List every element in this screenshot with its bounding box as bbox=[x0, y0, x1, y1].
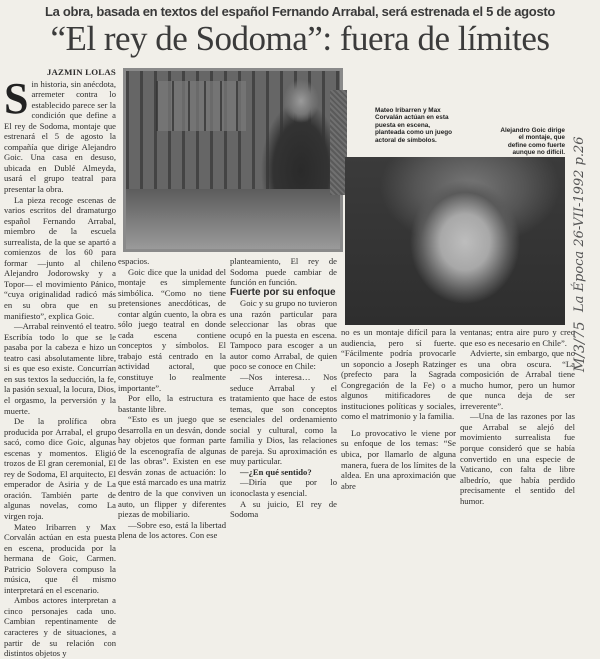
photo-caption-actors: Mateo Iribarren y Max Corvalán actúan en esta puesta en escena, planteada como un juego actoral de símbolos. bbox=[375, 107, 453, 144]
handwritten-reference-note: M/3/75 bbox=[572, 321, 588, 372]
paragraph: La pieza recoge escenas de varios escritos del dramaturgo español Fernando Arrabal, miembro de la escuela surrealista, de la que se apartó a comienzos de los 60 para formar —junto al chileno Alejandro Jodorowsky y a Topor— el movimiento Pánico, “cuya originalidad radicó más en su obra que en su manifiesto”, explica Goic. bbox=[4, 194, 116, 321]
paragraph: no es un montaje difícil para la audiencia, pero sí fuerte. “Fácilmente podría provocarle un soponcio a Joseph Ratzinger (prefecto para la Sagrada Congregación de la Fe) o a algunos mitificadores de instituciones políticas y sociales, como el matrimonio y la familia. bbox=[341, 327, 456, 422]
paragraph: Ambos actores interpretan a cinco personajes cada uno. Cambian repentinamente de caracteres y de situaciones, a partir de su relación con distintos objetos y bbox=[4, 595, 116, 659]
paragraph: in historia, sin anécdota, arremeter contra lo establecido parece ser la condición que define a El rey de Sodoma, montaje que estrenará el 5 de agosto la compañía que dirige Alejandro Goic. Una casa en desuso, ubicada en Dublé Almeyda, usará el grupo teatral para presentar la obra. bbox=[4, 78, 116, 195]
handwritten-source-note: La Época 26-VII-1992 p.26 bbox=[572, 136, 587, 312]
byline: JAZMIN LOLAS bbox=[46, 67, 116, 77]
article-column-5 bbox=[460, 327, 575, 506]
drop-cap: S bbox=[4, 73, 29, 123]
article-column-3 bbox=[230, 256, 337, 520]
paragraph: Goic dice que la unidad del montaje es simplemente simbólica. “Como no tiene pretensiones anecdóticas, de contar algún cuento, la obra es sólo juego teatral en donde cada escena contiene conceptos y símbolos. El trabajo está centrado en la actividad actoral, que constituye lo realmente importante”. bbox=[118, 266, 226, 393]
photo-floor-detail bbox=[126, 189, 340, 249]
photo-caption-director: Alejandro Goic dirige el montaje, que define como fuerte aunque no difícil. bbox=[500, 127, 565, 157]
paragraph: —Una de las razones por las que Arrabal se alejó del movimiento surrealista fue porque consideró que se había convertido en una especie de Vaticano, con falta de libre albedrío, que había perdido precisamente el sentido del humor. bbox=[460, 411, 575, 506]
photo-window-detail bbox=[156, 81, 246, 131]
article-column-1 bbox=[4, 67, 116, 659]
section-subhead: Fuerte por su enfoque bbox=[230, 286, 336, 298]
photo-actors bbox=[123, 68, 343, 252]
paragraph: Mateo Iribarren y Max Corvalán actúan en esta puesta en escena, producida por la hermana de Goic, Carmen. Patricio Solovera compuso la música, que él mismo interpretará en el escenario. bbox=[4, 521, 116, 595]
paragraph: Lo provocativo le viene por su enfoque de los temas: “Se ubica, por llamarlo de alguna manera, fuera de los límites de la aldea. En una aproximación que abre bbox=[341, 427, 456, 491]
paragraph: ventanas; entra aire puro y creo que eso es necesario en Chile”. bbox=[460, 327, 575, 348]
photo-director bbox=[345, 157, 565, 325]
paragraph: Advierte, sin embargo, que no es una obra oscura. “La composición de Arrabal tiene mucho humor, pero un humor que nunca deja de ser irreverente”. bbox=[460, 348, 575, 411]
paragraph: —¿En qué sentido? bbox=[240, 466, 312, 477]
paragraph: A su juicio, El rey de Sodoma bbox=[230, 498, 337, 520]
article-kicker: La obra, basada en textos del español Fernando Arrabal, será estrenada el 5 de agosto bbox=[44, 4, 556, 19]
paragraph: —Sobre eso, está la libertad plena de los actores. Con ese bbox=[118, 519, 226, 541]
paragraph: planteamiento, El rey de Sodoma puede cambiar de función en función. bbox=[230, 256, 337, 288]
paragraph: “Esto es un juego que se desarrolla en un desván, donde hay objetos que forman parte de la escenografía de algunas de las obras”. Existen en ese desván zonas de actuación: lo que está marcado es una matriz dentro de la que conviven un auto, un flipper y diferentes piezas de mobiliario. bbox=[118, 414, 226, 520]
article-column-2 bbox=[118, 256, 226, 541]
article-column-4 bbox=[341, 327, 456, 491]
article-headline: “El rey de Sodoma”: fuera de límites bbox=[50, 19, 550, 58]
paragraph: De la prolífica obra producida por Arrabal, el grupo sacó, como dice Goic, algunas escenas y momentos. Eligió trozos de El gran ceremonial, El rey de Sodoma, El arquitecto, El emperador de Asiria y de La oración. También parte de algunas novelas, como La virgen roja. bbox=[4, 416, 116, 521]
paragraph: espacios. bbox=[118, 256, 150, 266]
paragraph: —Nos interesa… Nos seduce Arrabal y el tratamiento que hace de estos temas, que son conceptos esenciales del ordenamiento social y cultural, como la familia y Dios, las relaciones de pareja. Su aproximación es muy particular. bbox=[230, 372, 337, 467]
paragraph: —Arrabal reinventó el teatro. Escribía todo lo que se le pasaba por la cabeza e hizo un teatro casi absolutamente libre, si es que eso existe. Concurrían en sus textos la seducción, la fe, la pasión sexual, la locura, Dios, el orgasmo, la perversión y la muerte. bbox=[4, 321, 116, 416]
paragraph: —Diría que por lo iconoclasta y esencial. bbox=[230, 477, 337, 499]
paragraph: Goic y su grupo no tuvieron una razón particular para seleccionar las obras que ocupó en la puesta en escena. Tampoco para escoger a un autor como Arrabal, de quien poco se conoce en Chile: bbox=[230, 298, 337, 372]
paragraph: Por ello, la estructura es bastante libre. bbox=[118, 393, 226, 414]
